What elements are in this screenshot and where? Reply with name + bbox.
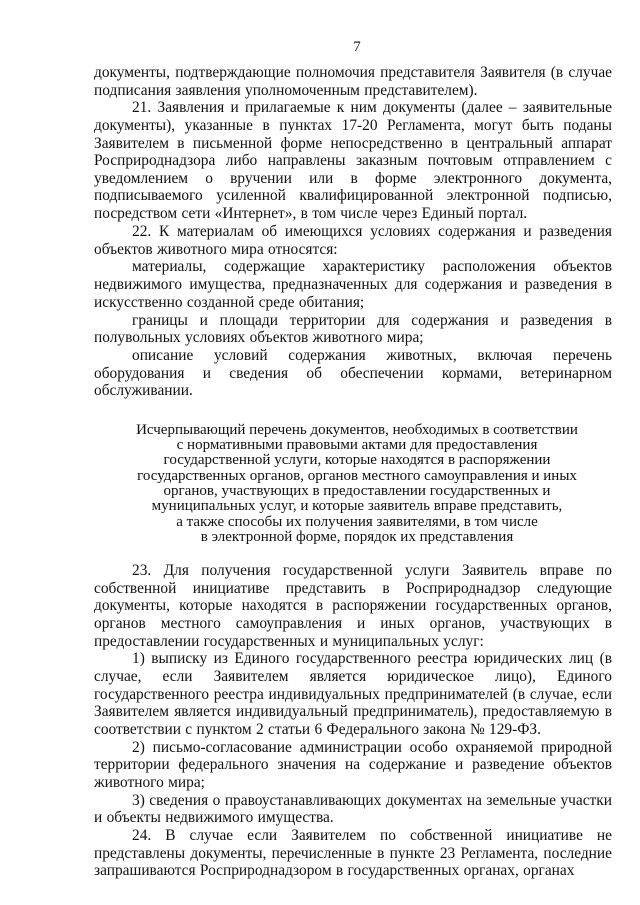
heading-line: государственных органов, органов местного самоуправления и иных (137, 467, 577, 484)
paragraph-22: 22. К материалам об имеющихся условиях содержания и разведения объектов животного мира относятся: (94, 222, 612, 258)
page-number: 7 (353, 39, 361, 55)
section-heading (108, 423, 606, 545)
body-bottom (94, 562, 612, 880)
heading-line: муниципальных услуг, и которые заявитель вправе представить, (151, 498, 563, 515)
paragraph-23-item-1: 1) выписку из Единого государственного реестра юридических лиц (в случае, если Заявителем является юридическое лицо), Единого государственного реестра индивидуальных предпринимателей (в случае, если Заявителем является индивидуальный предприниматель), предоставляемую в соответствии с пунктом 2 статьи 6 Федерального закона № 129-ФЗ. (94, 650, 612, 738)
paragraph-22-item-description: описание условий содержания животных, включая перечень оборудования и сведения об обеспечении кормами, ветеринарном обслуживании. (94, 346, 612, 400)
body-top (94, 64, 612, 400)
paragraph-23-item-3: 3) сведения о правоустанавливающих документах на земельные участки и объекты недвижимого имущества. (94, 791, 612, 827)
paragraph-23: 23. Для получения государственной услуги Заявитель вправе по собственной инициативе представить в Росприроднадзор следующие документы, которые находятся в распоряжении государственных органов, органов местного самоуправления и иных органов, участвующих в предоставлении государственных и муниципальных услуг: (94, 562, 612, 650)
heading-line: с нормативными правовыми актами для предоставления (176, 437, 538, 454)
paragraph-continuation: документы, подтверждающие полномочия представителя Заявителя (в случае подписания заявления уполномоченным представителем). (94, 64, 612, 99)
paragraph-23-item-2: 2) письмо-согласование администрации особо охраняемой природной территории федерального значения на содержание и разведение объектов животного мира; (94, 738, 612, 791)
paragraph-24: 24. В случае если Заявителем по собственной инициативе не представлены документы, перечисленные в пункте 23 Регламента, последние запрашиваются Росприроднадзором в государственных органах, органах (94, 827, 612, 880)
paragraph-22-item-boundaries: границы и площади территории для содержания и разведения в полувольных условиях объектов животного мира; (94, 311, 612, 347)
heading-line: государственной услуги, которые находятся в распоряжении (163, 452, 551, 469)
heading-line: в электронной форме, порядок их представления (200, 528, 514, 545)
paragraph-21: 21. Заявления и прилагаемые к ним документы (далее – заявительные документы), указанные в пунктах 17-20 Регламента, могут быть поданы Заявителем в письменной форме непосредственно в центральный аппарат Росприроднадзора либо направлены заказным почтовым отправлением с уведомлением о вручении или в форме электронного документа, подписываемого усиленной квалифицированной электронной подписью, посредством сети «Интернет», в том числе через Единый портал. (94, 99, 612, 223)
heading-line: Исчерпывающий перечень документов, необходимых в соответствии (136, 421, 578, 438)
heading-line: органов, участвующих в предоставлении государственных и (163, 482, 551, 499)
heading-line: а также способы их получения заявителями, в том числе (176, 513, 538, 530)
paragraph-22-item-materials: материалы, содержащие характеристику расположения объектов недвижимого имущества, предназначенных для содержания и разведения в искусственно созданной среде обитания; (94, 258, 612, 311)
